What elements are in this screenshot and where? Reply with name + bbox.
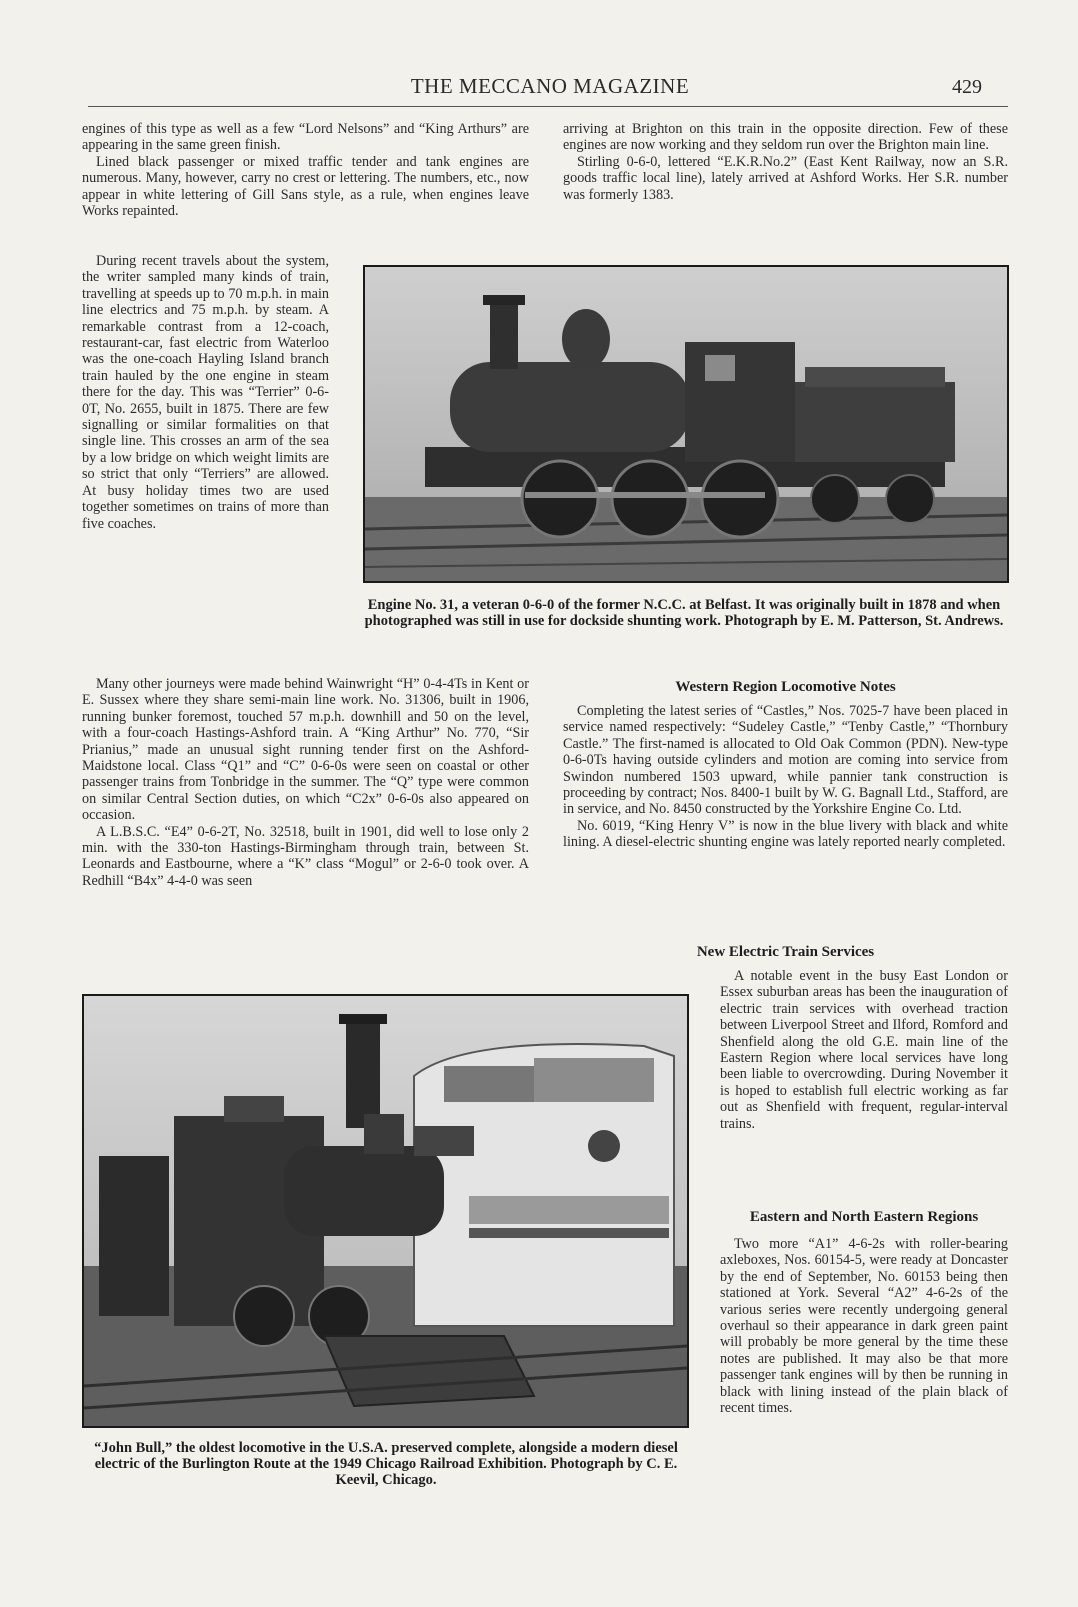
photo-engine-no-31: [363, 265, 1009, 583]
eastern-regions-heading: Eastern and North Eastern Regions: [749, 1209, 979, 1225]
page-number: 429: [952, 76, 982, 98]
paragraph: Two more “A1” 4-6-2s with roller-bearing axleboxes, Nos. 60154-5, were ready at Doncaster by the end of September, No. 60153 being then stationed at York. Several “A2” 4-6-2s of the various series were recently undergoing general overhaul so their appearance in dark green paint will probably be more general by the time these notes are published. It may also be that more passenger tank engines will by then be running in black with lining instead of the plain black of recent times.: [720, 1236, 1008, 1417]
paragraph: arriving at Brighton on this train in the opposite direction. Few of these engines are now working and they seldom run over the Brighton main line.: [563, 121, 1008, 154]
electric-services-text: [720, 968, 1008, 1132]
paragraph: A notable event in the busy East London or Essex suburban areas has been the inauguration of electric train services with overhead traction between Liverpool Street and Ilford, Romford and Shenfield along the old G.E. main line of the Eastern Region where local services have long been liable to overcrowding. During November it is hoped to establish full electric working as far out as Shenfield with frequent, regular-interval trains.: [720, 968, 1008, 1132]
col1-top-text: [82, 121, 529, 219]
paragraph: engines of this type as well as a few “Lord Nelsons” and “King Arthurs” are appearing in the same green finish.: [82, 121, 529, 154]
photo2-caption: “John Bull,” the oldest locomotive in the U.S.A. preserved complete, alongside a modern diesel electric of the Burlington Route at the 1949 Chicago Railroad Exhibition. Photograph by C. E. Keevil, Chicago.: [94, 1440, 678, 1488]
electric-services-heading: New Electric Train Services: [696, 944, 875, 960]
paragraph: During recent travels about the system, the writer sampled many kinds of train, travelling at speeds up to 70 m.p.h. in main line electrics and 75 m.p.h. by steam. A remarkable contrast from a 12-coach, restaurant-car, fast electric from Waterloo was the one-coach Hayling Island branch train hauled by the one engine in steam there for the day. This was “Terrier” 0-6-0T, No. 2655, built in 1875. There are few signalling or similar formalities on that single line. This crosses an arm of the sea by a low bridge on which weight limits are so strict that only “Terriers” are allowed. At busy holiday times two are used together sometimes on trains of more than five coaches.: [82, 253, 329, 532]
col1-bottom-text: [82, 676, 529, 889]
paragraph: Many other journeys were made behind Wainwright “H” 0-4-4Ts in Kent or E. Sussex where they share semi-main line work. No. 31306, built in 1906, running bunker foremost, touched 57 m.p.h. downhill and 50 on the level, with a four-coach Hastings-Ashford train. A “King Arthur” No. 770, “Sir Prianius,” made an unusual sight running tender first on the Ashford-Maidstone local. Class “Q1” and “C” 0-6-0s were seen on coastal or other passenger trains from Tonbridge in the summer. The “Q” type were common on similar Central Section duties, on which “C2x” 0-6-0s also appeared on occasion.: [82, 676, 529, 824]
photo1-caption: Engine No. 31, a veteran 0-6-0 of the former N.C.C. at Belfast. It was originally built in 1878 and when photographed was still in use for dockside shunting work. Photograph by E. M. Patterson, St. Andrews.: [364, 597, 1004, 629]
paragraph: No. 6019, “King Henry V” is now in the blue livery with black and white lining. A diesel-electric shunting engine was lately reported nearly completed.: [563, 817, 1008, 851]
header-rule: [88, 106, 1008, 107]
john-bull-locomotive-illustration: [84, 996, 687, 1426]
eastern-regions-text: [720, 1236, 1008, 1416]
steam-locomotive-illustration: [365, 267, 1007, 581]
magazine-title: THE MECCANO MAGAZINE: [410, 74, 690, 98]
paragraph: A L.B.S.C. “E4” 0-6-2T, No. 32518, built in 1901, did well to lose only 2 min. with the 330-ton Hastings-Birmingham through train, between St. Leonards and Eastbourne, where a “K” class “Mogul” or 2-6-0 took over. A Redhill “B4x” 4-4-0 was seen: [82, 823, 529, 889]
paragraph: Lined black passenger or mixed traffic tender and tank engines are numerous. Many, however, carry no crest or lettering. The numbers, etc., now appear in white lettering of Gill Sans style, as a rule, when engines leave Works repainted.: [82, 153, 529, 220]
paragraph: Stirling 0-6-0, lettered “E.K.R.No.2” (East Kent Railway, now an S.R. goods traffic local line), lately arrived at Ashford Works. Her S.R. number was formerly 1383.: [563, 153, 1008, 203]
western-region-heading: Western Region Locomotive Notes: [675, 679, 896, 695]
western-region-text: [563, 703, 1008, 851]
col2-top-text: [563, 121, 1008, 203]
photo-john-bull: [82, 994, 689, 1428]
col1-narrow-text: [82, 253, 329, 532]
paragraph: Completing the latest series of “Castles,” Nos. 7025-7 have been placed in service named respectively: “Sudeley Castle,” “Tenby Castle,” “Thornbury Castle.” The first-named is allocated to Old Oak Common (PDN). New-type 0-6-0Ts having outside cylinders and motion are coming into service from Swindon numbered 1503 upward, while pannier tank construction is proceeding by contract; Nos. 8400-1 built by W. G. Bagnall Ltd., Stafford, are in service, and No. 8450 constructed by the Yorkshire Engine Co. Ltd.: [563, 703, 1008, 818]
